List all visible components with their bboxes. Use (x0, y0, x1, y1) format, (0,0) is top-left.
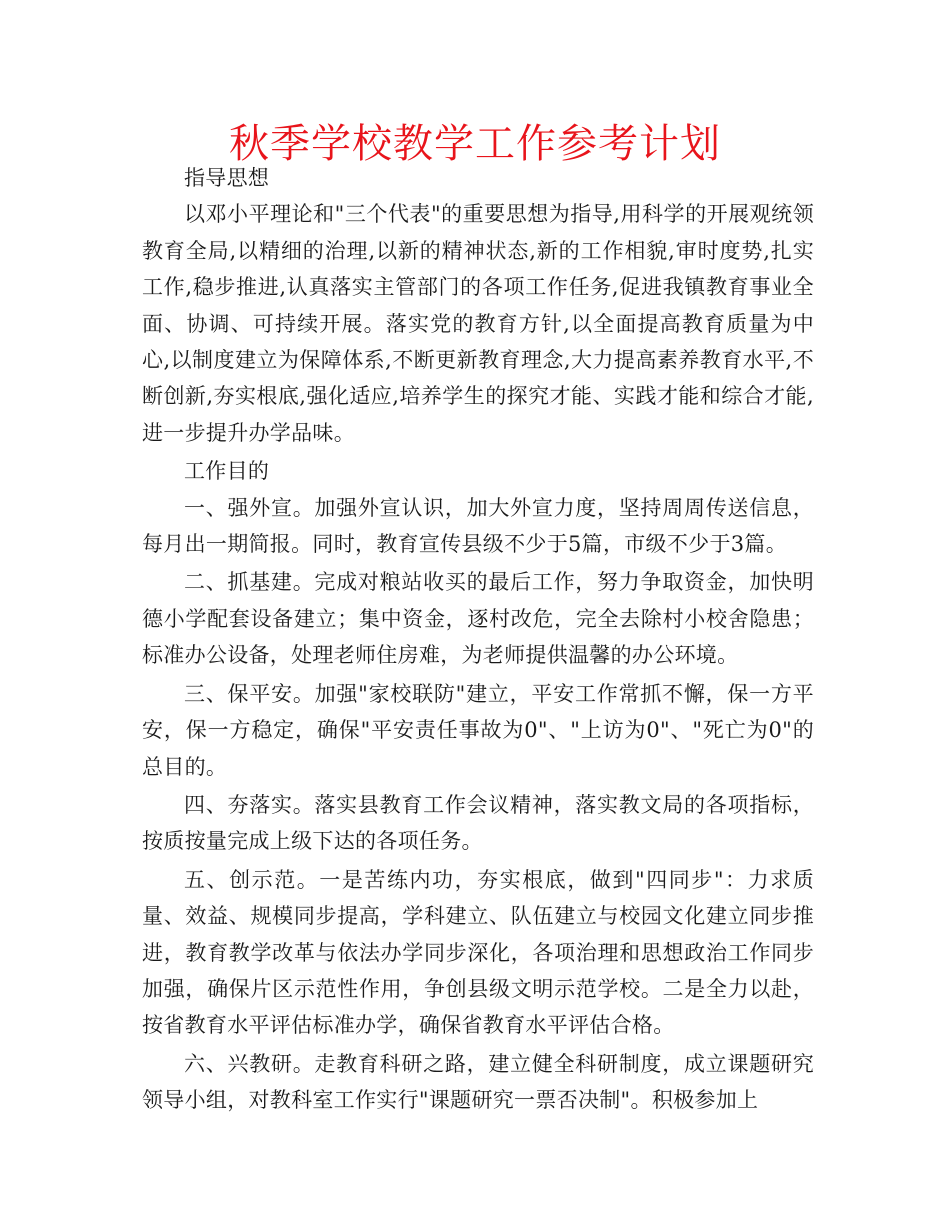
document-title: 秋季学校教学工作参考计划 (229, 121, 721, 167)
section-heading-work-goals: 工作目的 (184, 459, 270, 484)
paragraph-goal-6: 六、兴教研。走教育科研之路，建立健全科研制度，成立课题研究领导小组，对教科室工作实行"课题研究一票否决制"。积极参加上 (142, 1051, 814, 1113)
document-body (142, 160, 814, 1121)
paragraph-guiding-ideology: 以邓小平理论和"三个代表"的重要思想为指导,用科学的开展观统领教育全局,以精细的治理,以新的精神状态,新的工作相貌,审时度势,扎实工作,稳步推进,认真落实主管部门的各项工作任务,促进我镇教育事业全面、协调、可持续开展。落实党的教育方针,以全面提高教育质量为中心,以制度建立为保障体系,不断更新教育理念,大力提高素养教育水平,不断创新,夯实根底,强化适应,培养学生的探究才能、实践才能和综合才能,进一步提升办学品味。 (142, 202, 814, 445)
paragraph-goal-1: 一、强外宣。加强外宣认识，加大外宣力度，坚持周周传送信息，每月出一期简报。同时，教育宣传县级不少于5篇，市级不少于3篇。 (142, 495, 814, 557)
paragraph-goal-5: 五、创示范。一是苦练内功，夯实根底，做到"四同步"：力求质量、效益、规模同步提高，学科建立、队伍建立与校园文化建立同步推进，教育教学改革与依法办学同步深化，各项治理和思想政治工作同步加强，确保片区示范性作用，争创县级文明示范学校。二是全力以赴，按省教育水平评估标准办学，确保省教育水平评估合格。 (142, 867, 814, 1038)
paragraph-goal-4: 四、夯落实。落实县教育工作会议精神，落实教文局的各项指标，按质按量完成上级下达的各项任务。 (142, 792, 814, 854)
paragraph-goal-2: 二、抓基建。完成对粮站收买的最后工作，努力争取资金，加快明德小学配套设备建立；集中资金，逐村改危，完全去除村小校舍隐患；标准办公设备，处理老师住房难，为老师提供温馨的办公环境。 (142, 570, 814, 668)
paragraph-goal-3: 三、保平安。加强"家校联防"建立，平安工作常抓不懈，保一方平安，保一方稳定，确保"平安责任事故为0"、"上访为0"、"死亡为0"的总目的。 (142, 681, 814, 779)
section-heading-guiding-ideology: 指导思想 (184, 166, 270, 190)
